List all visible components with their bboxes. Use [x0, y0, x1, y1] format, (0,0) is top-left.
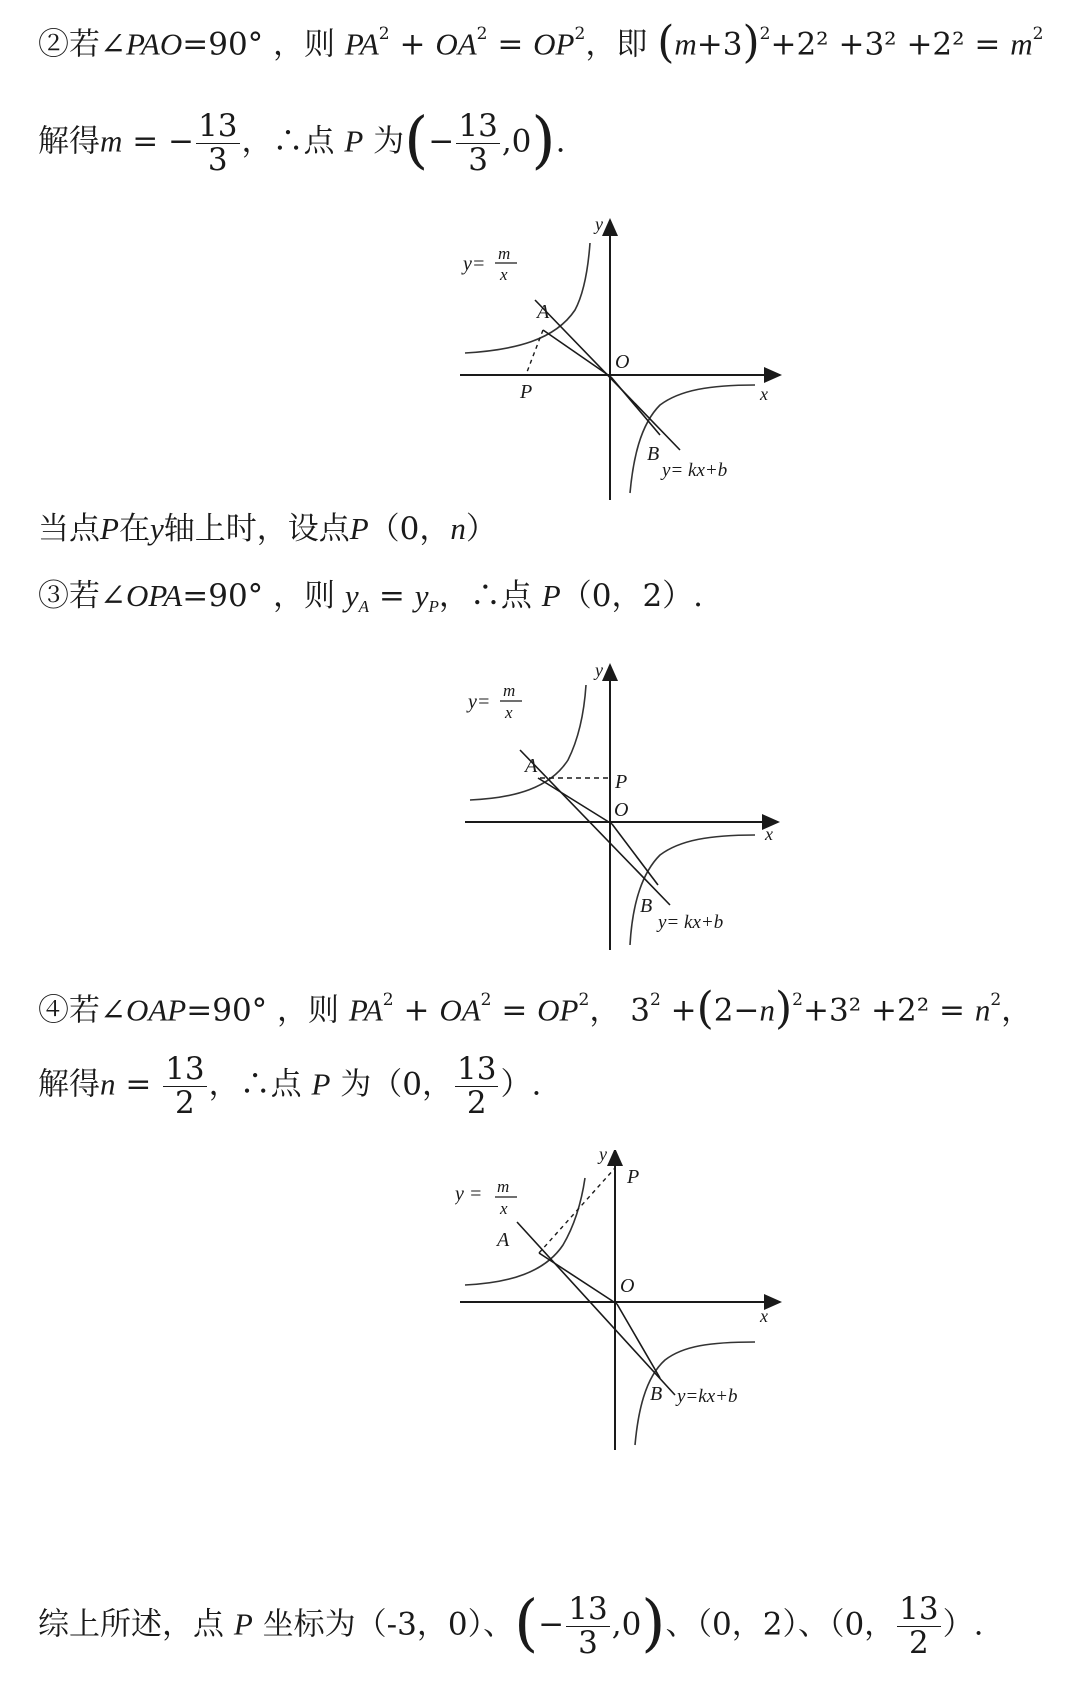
var-m: m: [674, 26, 697, 62]
fraction-13-2-b: $\frac{13}{2}$: [457, 1051, 497, 1121]
line-ob: [617, 1304, 660, 1378]
var-m: m: [100, 123, 123, 159]
curve-label-y: y =: [455, 1183, 483, 1205]
line-ob: [611, 377, 660, 435]
text-axis-set: 轴上时，设点: [163, 511, 350, 547]
coords-open: （0，: [368, 511, 451, 547]
axis-label-x: x: [760, 384, 768, 404]
coords-0-2: （0，2）.: [560, 578, 704, 614]
label-o: O: [615, 351, 630, 373]
text-solve: 解得: [38, 123, 100, 160]
line-ao: [539, 1253, 617, 1304]
angle-oap: OAP: [125, 992, 187, 1028]
fraction-13-3-b: $\frac{13}{3}$: [458, 108, 498, 178]
eq: =: [115, 1066, 162, 1103]
point-p: P: [100, 511, 119, 546]
var-n: n: [100, 1066, 116, 1102]
var-yp: y: [414, 578, 429, 613]
fraction-13-3: $\frac{13}{3}$: [568, 1591, 608, 1661]
eq-90: =90°: [186, 992, 268, 1029]
term-op: OP: [533, 26, 575, 62]
term-oa: OA: [439, 992, 481, 1028]
sum-terms: +3² +2² =: [803, 992, 965, 1029]
curve-label-y: y=: [468, 691, 491, 713]
term-op: OP: [537, 992, 579, 1028]
minus: −: [428, 123, 455, 160]
fraction-13-2: $\frac{13}{2}$: [899, 1591, 939, 1661]
comma-zero: ,0: [501, 123, 532, 160]
label-o: O: [620, 1275, 635, 1297]
var-ya: y: [344, 578, 359, 613]
p-on-y-axis-line: [38, 513, 497, 545]
point-p: P: [311, 1066, 331, 1102]
graph-2: [460, 660, 790, 950]
line-ao: [538, 778, 612, 824]
summary-line: 综上所述，点 P 坐标为（-3，0）、(− $\frac{13}{3}$ ,0)、（0，2）、（0， $\frac{13}{2}$ ）.: [38, 1586, 984, 1661]
curve-label-m: m: [503, 681, 516, 700]
three: 3: [630, 992, 650, 1029]
var-n: n: [759, 992, 775, 1028]
axis-label-x: x: [760, 1306, 768, 1326]
label-a: A: [537, 301, 550, 323]
line-label: y=kx+b: [677, 1386, 738, 1407]
axis-label-y: y: [599, 1150, 607, 1164]
text-therefore: ，∴点: [208, 1066, 302, 1103]
condition-3-prefix: ③若∠: [38, 578, 126, 614]
eq-90: =90°: [182, 578, 264, 614]
axis-label-y: y: [595, 660, 603, 680]
condition-2-prefix: ②若∠: [38, 26, 126, 63]
coords-list-1: 坐标为（-3，0）、: [262, 1606, 515, 1643]
line-label: y= kx+b: [662, 460, 728, 481]
graph-1: [455, 210, 795, 500]
coords-close: ）.: [500, 1066, 542, 1103]
var-y: y: [149, 511, 164, 546]
sub-p: P: [428, 596, 439, 616]
curve-label-m: m: [498, 244, 511, 263]
sub-a: A: [358, 596, 370, 616]
label-b: B: [640, 895, 653, 917]
coords-list-2: 、（0，2）、（0，: [665, 1606, 896, 1643]
label-a: A: [497, 1229, 510, 1251]
comma-zero: ,0: [611, 1606, 642, 1643]
graph-3: [455, 1150, 795, 1450]
curve-label-y: y=: [463, 253, 486, 275]
term-pa: PA: [348, 992, 383, 1028]
label-p: P: [615, 771, 628, 793]
label-b: B: [647, 443, 660, 465]
condition-2-line: ②若∠PAO=90° ，则 $PA^2 + OA^2 = OP^2$，即 $(m+3)^2+2^2 +3^2 +2^2 = m^2$: [38, 17, 1044, 68]
fraction-13-3: $\frac{13}{3}$: [198, 108, 238, 178]
term-pa: PA: [344, 26, 379, 62]
line-ao: [543, 330, 611, 377]
line-ab: [520, 750, 670, 905]
comma: ，: [589, 992, 621, 1029]
text-therefore: ，∴点: [241, 123, 335, 160]
eq: =: [369, 578, 415, 614]
curve-label-x: x: [500, 265, 508, 284]
coords-close: ）: [465, 511, 497, 547]
eq-90: =90°: [182, 26, 264, 63]
text-summary: 综上所述，点: [38, 1606, 224, 1643]
axis-label-y: y: [595, 214, 603, 234]
point-p: P: [233, 1606, 253, 1642]
point-p: P: [541, 578, 561, 613]
line-ab: [517, 1222, 675, 1395]
text-when: 当点: [38, 511, 100, 547]
line-label: y= kx+b: [658, 912, 724, 933]
eq-minus: = −: [122, 123, 195, 160]
solve-n-line: [38, 1053, 541, 1119]
text-is: 为（0，: [340, 1066, 454, 1103]
label-p: P: [520, 381, 533, 403]
dashed-ap: [539, 1168, 615, 1253]
label-a: A: [525, 755, 538, 777]
var-n: n: [450, 511, 466, 546]
dashed-ap: [527, 330, 543, 372]
angle-opa: OPA: [125, 578, 183, 613]
curve-label-x: x: [505, 703, 513, 722]
text-solve: 解得: [38, 1066, 100, 1103]
label-p: P: [627, 1166, 640, 1188]
coords-close: ）.: [942, 1606, 984, 1643]
axis-label-x: x: [765, 824, 773, 844]
point-p: P: [344, 123, 364, 159]
curve-label-m: m: [497, 1177, 510, 1196]
text-namely: ，即: [585, 26, 648, 63]
term-oa: OA: [435, 26, 477, 62]
text-is: 为: [373, 123, 405, 160]
comma-end: ，: [1001, 992, 1033, 1029]
line-ob: [612, 824, 658, 885]
text-then: ，则: [273, 578, 336, 614]
text-on: 在: [118, 511, 150, 547]
period: .: [555, 123, 566, 160]
fraction-13-2: $\frac{13}{2}$: [165, 1051, 205, 1121]
angle-pao: PAO: [125, 26, 183, 62]
two-minus: 2−: [713, 992, 760, 1029]
condition-3-line: [38, 578, 704, 616]
sum-terms: +2² +3² +2² =: [770, 26, 1001, 63]
label-o: O: [614, 799, 629, 821]
text-then: ，则: [273, 26, 336, 63]
condition-4-prefix: ④若∠: [38, 992, 126, 1029]
text-then: ，则: [277, 992, 340, 1029]
label-b: B: [650, 1383, 663, 1405]
curve-label-x: x: [500, 1199, 508, 1218]
condition-4-line: ④若∠OAP=90° ，则 $PA^2 + OA^2 = OP^2$， $3^2 +(2-n)^2+3^2 +2^2 = n^2$，: [38, 983, 1033, 1034]
solve-m-line: 解得m = − $\frac{13}{3}$ ，∴点 P 为(− $\frac{13}{3}$ ,0).: [38, 103, 566, 178]
var-n-2: n: [974, 992, 991, 1028]
plus-3: +3: [696, 26, 743, 63]
text-therefore: ，∴点: [438, 578, 532, 614]
minus: −: [538, 1606, 565, 1643]
point-p-2: P: [349, 511, 369, 546]
exp-2: 2: [759, 24, 771, 45]
